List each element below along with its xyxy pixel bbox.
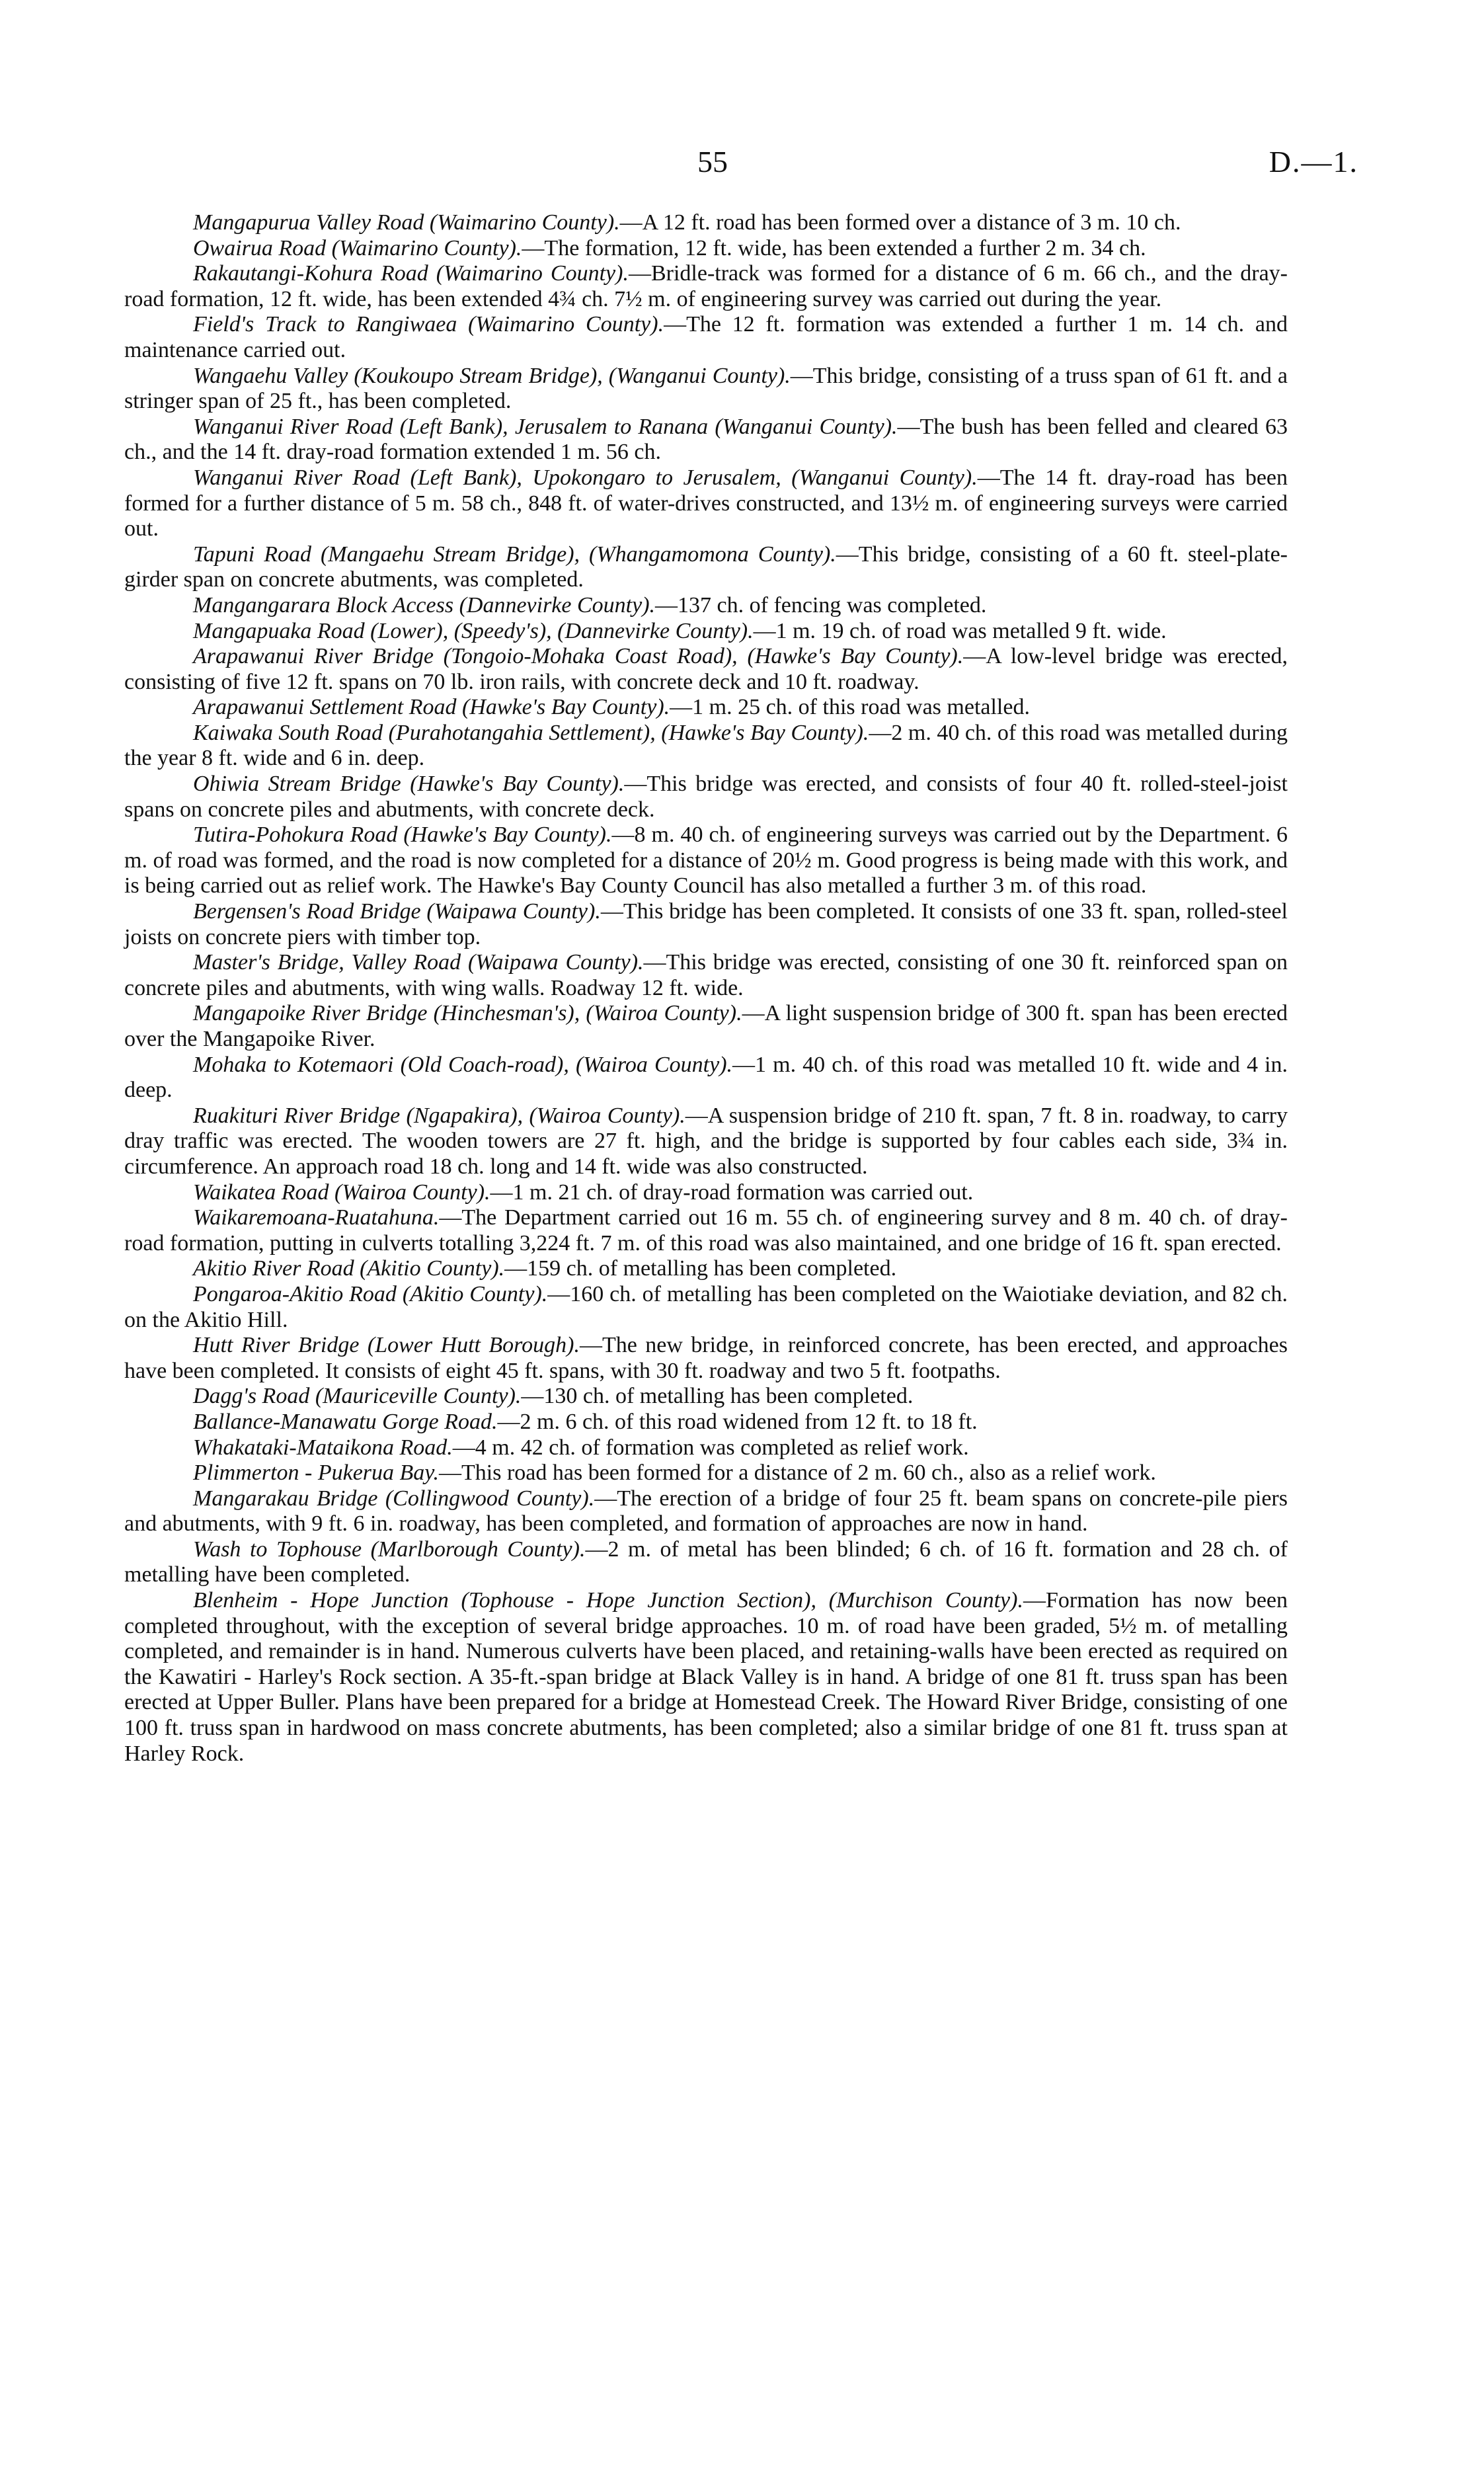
paragraph-heading: Waikatea Road (Wairoa County). bbox=[193, 1179, 490, 1205]
paragraph-heading: Kaiwaka South Road (Purahotangahia Settlement), (Hawke's Bay County). bbox=[193, 720, 869, 745]
paragraph-heading: Waikaremoana-Ruatahuna. bbox=[193, 1205, 440, 1230]
paragraph-text: —This bridge, consisting of a 60 ft. steel-plate-girder span on concrete abutments, was completed. bbox=[124, 541, 1288, 592]
report-paragraph bbox=[124, 721, 1288, 772]
paragraph-text: —159 ch. of metalling has been completed. bbox=[504, 1256, 897, 1281]
paragraph-text: —1 m. 21 ch. of dray-road formation was carried out. bbox=[490, 1179, 974, 1205]
report-paragraph bbox=[124, 644, 1288, 695]
report-paragraph bbox=[124, 695, 1288, 721]
paragraph-heading: Pongaroa-Akitio Road (Akitio County). bbox=[193, 1281, 548, 1306]
paragraph-heading: Mangapuaka Road (Lower), (Speedy's), (Dannevirke County). bbox=[193, 618, 754, 643]
paragraph-heading: Arapawanui Settlement Road (Hawke's Bay County). bbox=[193, 695, 670, 720]
report-paragraph bbox=[124, 1435, 1288, 1461]
paragraph-heading: Ruakituri River Bridge (Ngapakira), (Wairoa County). bbox=[193, 1103, 685, 1128]
paragraph-text: —The 14 ft. dray-road has been formed for a further distance of 5 m. 58 ch., 848 ft. of water-drives constructed, and 13½ m. of engineering surveys were carried out. bbox=[124, 465, 1288, 541]
report-paragraph bbox=[124, 822, 1288, 899]
paragraph-text: —The formation, 12 ft. wide, has been extended a further 2 m. 34 ch. bbox=[522, 235, 1146, 260]
paragraph-text: —2 m. 6 ch. of this road widened from 12 ft. to 18 ft. bbox=[497, 1409, 978, 1434]
paragraph-text: —2 m. of metal has been blinded; 6 ch. of 16 ft. formation and 28 ch. of metalling have been completed. bbox=[124, 1537, 1288, 1587]
paragraph-text: —4 m. 42 ch. of formation was completed as relief work. bbox=[452, 1435, 969, 1460]
paragraph-text: —A light suspension bridge of 300 ft. span has been erected over the Mangapoike River. bbox=[124, 1001, 1288, 1051]
paragraph-heading: Blenheim - Hope Junction (Tophouse - Hope Junction Section), (Murchison County). bbox=[193, 1588, 1023, 1613]
paragraph-text: —A 12 ft. road has been formed over a distance of 3 m. 10 ch. bbox=[619, 210, 1181, 235]
document-reference: D.—1. bbox=[1269, 145, 1358, 179]
paragraph-text: —1 m. 40 ch. of this road was metalled 10 ft. wide and 4 in. deep. bbox=[124, 1052, 1288, 1103]
paragraph-text: —This bridge has been completed. It consists of one 33 ft. span, rolled-steel joists on concrete piers with timber top. bbox=[124, 899, 1288, 949]
report-paragraph bbox=[124, 772, 1288, 822]
paragraph-heading: Tutira-Pohokura Road (Hawke's Bay County). bbox=[193, 822, 612, 848]
paragraph-heading: Master's Bridge, Valley Road (Waipawa County). bbox=[193, 950, 644, 975]
report-paragraph bbox=[124, 1256, 1288, 1282]
report-paragraph bbox=[124, 236, 1288, 262]
paragraph-heading: Mangapoike River Bridge (Hinchesman's), (Wairoa County). bbox=[193, 1001, 742, 1026]
paragraph-text: —130 ch. of metalling has been completed. bbox=[521, 1384, 914, 1409]
paragraph-heading: Ballance-Manawatu Gorge Road. bbox=[193, 1409, 498, 1434]
paragraph-heading: Mohaka to Kotemaori (Old Coach-road), (Wairoa County). bbox=[193, 1052, 733, 1077]
paragraph-text: —Formation has now been completed throughout, with the exception of several bridge approaches. 10 m. of road have been graded, 5½ m. of metalling completed, and remainder is in hand. Numerous culverts have been placed, and retaining-walls have been erected as required on the Kawatiri - Harley's Rock section. A 35-ft.-span bridge at Black Valley is in hand. A bridge of one 81 ft. truss span has been erected at Upper Buller. Plans have been prepared for a bridge at Homestead Creek. The Howard River Bridge, consisting of one 100 ft. truss span in hardwood on mass concrete abutments, has been completed; also a similar bridge of one 81 ft. truss span at Harley Rock. bbox=[124, 1588, 1288, 1766]
report-paragraph bbox=[124, 1333, 1288, 1384]
paragraph-text: —160 ch. of metalling has been completed on the Waiotiake deviation, and 82 ch. on the Akitio Hill. bbox=[124, 1281, 1288, 1332]
report-paragraph bbox=[124, 899, 1288, 950]
paragraph-text: —The bush has been felled and cleared 63 ch., and the 14 ft. dray-road formation extended 1 m. 56 ch. bbox=[124, 414, 1288, 465]
paragraph-text: —This road has been formed for a distance of 2 m. 60 ch., also as a relief work. bbox=[439, 1460, 1156, 1486]
paragraph-heading: Rakautangi-Kohura Road (Waimarino County). bbox=[193, 261, 629, 286]
paragraph-text: —8 m. 40 ch. of engineering surveys was carried out by the Department. 6 m. of road was formed, and the road is now completed for a distance of 20½ m. Good progress is being made with this work, and is being carried out as relief work. The Hawke's Bay County Council has also metalled a further 3 m. of this road. bbox=[124, 822, 1288, 899]
report-paragraph bbox=[124, 1180, 1288, 1206]
paragraph-heading: Wangaehu Valley (Koukoupo Stream Bridge), (Wanganui County). bbox=[193, 363, 791, 388]
report-paragraph bbox=[124, 619, 1288, 645]
paragraph-heading: Mangapurua Valley Road (Waimarino County). bbox=[193, 210, 620, 235]
paragraph-heading: Ohiwia Stream Bridge (Hawke's Bay County). bbox=[193, 772, 625, 797]
report-paragraph bbox=[124, 950, 1288, 1001]
paragraph-heading: Bergensen's Road Bridge (Waipawa County). bbox=[193, 899, 601, 924]
report-paragraph bbox=[124, 210, 1288, 236]
report-paragraph bbox=[124, 1205, 1288, 1256]
paragraph-text: —This bridge was erected, and consists of four 40 ft. rolled-steel-joist spans on concrete piles and abutments, with concrete deck. bbox=[124, 772, 1288, 822]
report-body bbox=[124, 210, 1288, 1767]
paragraph-heading: Tapuni Road (Mangaehu Stream Bridge), (Whangamomona County). bbox=[193, 541, 836, 567]
paragraph-heading: Whakataki-Mataikona Road. bbox=[193, 1435, 453, 1460]
report-paragraph bbox=[124, 465, 1288, 542]
paragraph-text: —2 m. 40 ch. of this road was metalled during the year 8 ft. wide and 6 in. deep. bbox=[124, 720, 1288, 771]
paragraph-text: —Bridle-track was formed for a distance of 6 m. 66 ch., and the dray-road formation, 12 ft. wide, has been extended 4¾ ch. 7½ m. of engineering survey was carried out during the year. bbox=[124, 261, 1288, 311]
report-paragraph bbox=[124, 312, 1288, 363]
paragraph-text: —The Department carried out 16 m. 55 ch. of engineering survey and 8 m. 40 ch. of dray-road formation, putting in culverts totalling 3,224 ft. 7 m. of this road was also maintained, and one bridge of 16 ft. span erected. bbox=[124, 1205, 1288, 1256]
paragraph-heading: Owairua Road (Waimarino County). bbox=[193, 235, 522, 260]
report-paragraph bbox=[124, 1282, 1288, 1333]
paragraph-heading: Akitio River Road (Akitio County). bbox=[193, 1256, 505, 1281]
paragraph-heading: Plimmerton - Pukerua Bay. bbox=[193, 1460, 440, 1486]
paragraph-text: —The erection of a bridge of four 25 ft. beam spans on concrete-pile piers and abutments, with 9 ft. 6 in. roadway, has been completed, and formation of approaches are now in hand. bbox=[124, 1486, 1288, 1537]
paragraph-text: —A suspension bridge of 210 ft. span, 7 ft. 8 in. roadway, to carry dray traffic was erected. The wooden towers are 27 ft. high, and the bridge is supported by four cables each side, 3¾ in. circumference. An approach road 18 ch. long and 14 ft. wide was also constructed. bbox=[124, 1103, 1288, 1179]
paragraph-heading: Dagg's Road (Mauriceville County). bbox=[193, 1384, 522, 1409]
report-paragraph bbox=[124, 593, 1288, 619]
paragraph-heading: Wanganui River Road (Left Bank), Jerusalem to Ranana (Wanganui County). bbox=[193, 414, 898, 439]
report-paragraph bbox=[124, 1410, 1288, 1435]
report-paragraph bbox=[124, 1486, 1288, 1537]
paragraph-heading: Wanganui River Road (Left Bank), Upokongaro to Jerusalem, (Wanganui County). bbox=[193, 465, 978, 490]
paragraph-heading: Mangarakau Bridge (Collingwood County). bbox=[193, 1486, 595, 1511]
paragraph-text: —The new bridge, in reinforced concrete, has been erected, and approaches have been completed. It consists of eight 45 ft. spans, with 30 ft. roadway and two 5 ft. footpaths. bbox=[124, 1333, 1288, 1383]
paragraph-text: —137 ch. of fencing was completed. bbox=[655, 592, 987, 618]
paragraph-text: —The 12 ft. formation was extended a further 1 m. 14 ch. and maintenance carried out. bbox=[124, 312, 1288, 362]
paragraph-heading: Mangangarara Block Access (Dannevirke County). bbox=[193, 592, 656, 618]
paragraph-text: —This bridge, consisting of a truss span of 61 ft. and a stringer span of 25 ft., has been completed. bbox=[124, 363, 1288, 414]
paragraph-text: —A low-level bridge was erected, consisting of five 12 ft. spans on 70 lb. iron rails, with concrete deck and 10 ft. roadway. bbox=[124, 644, 1288, 694]
report-paragraph bbox=[124, 1103, 1288, 1180]
report-paragraph bbox=[124, 1588, 1288, 1767]
paragraph-text: —This bridge was erected, consisting of one 30 ft. reinforced span on concrete piles and abutments, with wing walls. Roadway 12 ft. wide. bbox=[124, 950, 1288, 1000]
page-number: 55 bbox=[697, 145, 728, 179]
report-paragraph bbox=[124, 542, 1288, 593]
report-paragraph bbox=[124, 261, 1288, 312]
report-paragraph bbox=[124, 415, 1288, 465]
report-paragraph bbox=[124, 1001, 1288, 1052]
paragraph-text: —1 m. 25 ch. of this road was metalled. bbox=[670, 695, 1030, 720]
page-header bbox=[0, 139, 1484, 185]
report-paragraph bbox=[124, 364, 1288, 415]
paragraph-heading: Wash to Tophouse (Marlborough County). bbox=[193, 1537, 586, 1562]
paragraph-heading: Field's Track to Rangiwaea (Waimarino County). bbox=[193, 312, 664, 337]
paragraph-heading: Hutt River Bridge (Lower Hutt Borough). bbox=[193, 1333, 580, 1358]
paragraph-heading: Arapawanui River Bridge (Tongoio-Mohaka Coast Road), (Hawke's Bay County). bbox=[193, 644, 964, 669]
report-paragraph bbox=[124, 1460, 1288, 1486]
report-paragraph bbox=[124, 1537, 1288, 1588]
report-paragraph bbox=[124, 1053, 1288, 1103]
report-paragraph bbox=[124, 1384, 1288, 1410]
paragraph-text: —1 m. 19 ch. of road was metalled 9 ft. wide. bbox=[753, 618, 1167, 643]
